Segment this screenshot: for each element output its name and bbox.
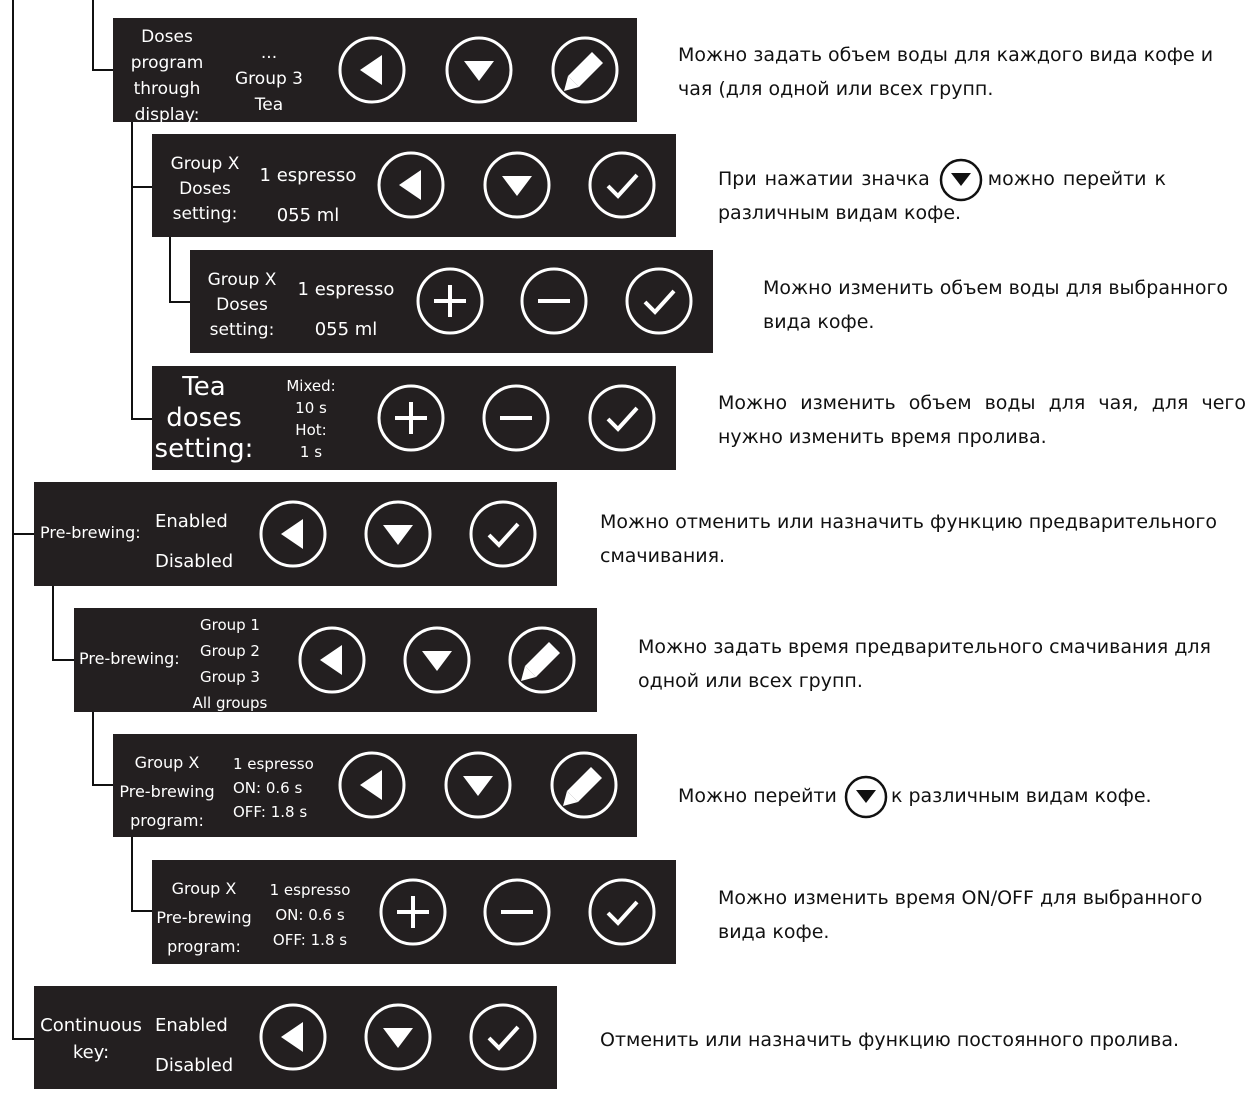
pencil-icon: [549, 750, 619, 820]
edit-button[interactable]: [507, 625, 577, 695]
tree-main-line: [12, 0, 14, 1040]
confirm-button[interactable]: [587, 877, 657, 947]
left-button[interactable]: [297, 625, 367, 695]
panel-label: Pre-brewing:: [40, 523, 141, 542]
desc-prebrewing-program: [678, 779, 1198, 813]
minus-icon: [481, 383, 551, 453]
triangle-left-icon: [258, 499, 328, 569]
panel-label-line: program:: [130, 811, 204, 830]
panel-values: [298, 270, 395, 350]
panel-label-line: Group X: [207, 270, 277, 290]
value-option: 1 espresso: [269, 881, 351, 899]
tree-branch-group-doses-edit: [169, 301, 190, 303]
triangle-down-icon: [843, 774, 889, 820]
triangle-down-icon: [482, 150, 552, 220]
triangle-left-icon: [337, 750, 407, 820]
minus-icon: [482, 877, 552, 947]
down-button[interactable]: [402, 625, 472, 695]
panel-label: [131, 24, 204, 128]
panel-label: [208, 268, 277, 343]
panel-label: Pre-brewing:: [79, 649, 180, 668]
tree-branch-doses: [92, 69, 113, 71]
tree-branch-prebrewing-program-edit: [131, 910, 152, 912]
tree-line-prebrewing-program-sub: [131, 837, 133, 912]
tree-branch-prebrewing-groups: [52, 659, 74, 661]
left-button[interactable]: [337, 750, 407, 820]
value-time: 10 s: [295, 399, 327, 417]
tree-line-group-doses-sub: [169, 237, 171, 303]
panel-label: [171, 152, 240, 227]
desc-text: Отменить или назначить функцию постоянного пролива.: [600, 1029, 1180, 1051]
value-option: Enabled: [155, 1015, 228, 1036]
left-button[interactable]: [376, 150, 446, 220]
panel-label-line: setting:: [172, 204, 238, 224]
desc-text: Можно перейти: [678, 785, 837, 807]
panel-label-line: display:: [134, 105, 200, 125]
panel-label-line: Doses: [216, 295, 268, 315]
panel-label-line: setting:: [154, 434, 254, 464]
desc-prebrewing-program-adjust: [718, 881, 1238, 949]
desc-prebrewing-enable: [600, 505, 1240, 573]
checkmark-icon: [468, 1002, 538, 1072]
panel-label-line: Group X: [171, 879, 237, 898]
continuous-key-panel: [34, 986, 557, 1089]
checkmark-icon: [468, 499, 538, 569]
panel-values: [270, 878, 351, 953]
panel-label-line: Pre-brewing: [119, 782, 215, 801]
tree-line-prebrewing-sub: [52, 586, 54, 661]
left-button[interactable]: [258, 499, 328, 569]
doses-program-panel: [113, 18, 637, 125]
panel-values: [155, 1006, 233, 1086]
triangle-down-icon: [363, 499, 433, 569]
triangle-down-icon: [443, 750, 513, 820]
tree-line-doses: [92, 0, 94, 70]
value-option: Disabled: [155, 551, 234, 572]
desc-text: можно перейти к различным видам кофе.: [718, 168, 1166, 224]
down-button[interactable]: [443, 750, 513, 820]
value-option: 1 espresso: [259, 165, 357, 186]
value-time: OFF: 1.8 s: [272, 931, 348, 949]
desc-prebrewing-groups: [638, 630, 1238, 698]
plus-icon: [415, 266, 485, 336]
group-doses-adjust-panel: [190, 250, 713, 353]
confirm-button[interactable]: [587, 383, 657, 453]
desc-group-doses-setting: [718, 162, 1166, 230]
value-option: Tea: [254, 95, 284, 115]
value-volume: 055 ml: [314, 319, 378, 340]
down-button[interactable]: [363, 499, 433, 569]
value-option: Group 3: [235, 69, 303, 89]
desc-text: Можно изменить объем воды для чая, для чего нужно изменить время пролива.: [718, 392, 1246, 448]
value-volume: 055 ml: [276, 205, 340, 226]
desc-text: Можно изменить объем воды для выбранного вида кофе.: [763, 277, 1229, 333]
value-label: Hot:: [295, 421, 327, 439]
tree-line-doses-sub: [131, 122, 133, 420]
group-doses-setting-panel: [152, 134, 676, 237]
confirm-button[interactable]: [624, 266, 694, 336]
desc-tea-doses-setting: [718, 386, 1246, 454]
value-time: OFF: 1.8 s: [233, 803, 308, 821]
panel-label-line: Group X: [134, 753, 200, 772]
panel-label-line: Doses: [141, 27, 193, 47]
panel-values: [235, 40, 303, 118]
triangle-down-icon: [444, 35, 514, 105]
plus-button[interactable]: [378, 877, 448, 947]
tree-branch-tea-doses: [131, 418, 152, 420]
tree-branch-prebrewing: [12, 533, 34, 535]
value-label: Mixed:: [286, 377, 336, 395]
down-button[interactable]: [363, 1002, 433, 1072]
minus-button[interactable]: [482, 877, 552, 947]
tree-branch-prebrewing-program: [92, 784, 113, 786]
value-ellipsis: ...: [260, 43, 278, 63]
triangle-left-icon: [297, 625, 367, 695]
minus-button[interactable]: [481, 383, 551, 453]
confirm-button[interactable]: [587, 150, 657, 220]
panel-label-line: Continuous: [40, 1015, 142, 1036]
tea-doses-setting-panel: [152, 366, 676, 470]
desc-text: Можно задать время предварительного смачивания для одной или всех групп.: [638, 636, 1211, 692]
panel-label-line: program: [130, 53, 204, 73]
panel-label-line: program:: [167, 937, 241, 956]
panel-values: [260, 156, 357, 236]
triangle-left-icon: [258, 1002, 328, 1072]
checkmark-icon: [587, 383, 657, 453]
edit-button[interactable]: [549, 750, 619, 820]
value-option: Group 2: [200, 642, 260, 660]
value-time: ON: 0.6 s: [233, 779, 303, 797]
desc-text: При нажатии значка: [718, 168, 930, 190]
triangle-left-icon: [376, 150, 446, 220]
triangle-down-icon: [402, 625, 472, 695]
desc-text: к различным видам кофе.: [890, 785, 1152, 807]
panel-values: [193, 612, 268, 716]
panel-label-line: key:: [72, 1042, 110, 1063]
panel-label: [155, 372, 254, 465]
desc-doses-program: [678, 38, 1233, 106]
plus-icon: [378, 877, 448, 947]
pencil-icon: [507, 625, 577, 695]
edit-button[interactable]: [550, 35, 620, 105]
minus-button[interactable]: [519, 266, 589, 336]
confirm-button[interactable]: [468, 499, 538, 569]
prebrewing-groups-panel: [74, 608, 597, 712]
value-option: Disabled: [155, 1055, 234, 1076]
panel-label: [119, 748, 214, 835]
triangle-down-icon: [938, 157, 984, 203]
checkmark-icon: [587, 150, 657, 220]
checkmark-icon: [624, 266, 694, 336]
left-button[interactable]: [337, 35, 407, 105]
plus-button[interactable]: [376, 383, 446, 453]
desc-text: Можно изменить время ON/OFF для выбранного вида кофе.: [718, 887, 1203, 943]
prebrewing-program-panel: [113, 734, 637, 837]
prebrewing-enable-panel: [34, 482, 557, 586]
value-time: ON: 0.6 s: [275, 906, 345, 924]
pencil-icon: [550, 35, 620, 105]
panel-label: [40, 1012, 142, 1066]
tree-branch-group-doses: [131, 186, 152, 188]
panel-label-line: through: [133, 79, 201, 99]
minus-icon: [519, 266, 589, 336]
value-option: Enabled: [155, 511, 228, 532]
panel-label-line: Pre-brewing: [156, 908, 252, 927]
panel-label-line: Doses: [179, 179, 231, 199]
panel-values: [286, 375, 335, 463]
left-button[interactable]: [258, 1002, 328, 1072]
value-option: Group 3: [200, 668, 260, 686]
value-option: 1 espresso: [233, 755, 314, 773]
value-time: 1 s: [299, 443, 323, 461]
triangle-down-icon: [363, 1002, 433, 1072]
value-option: 1 espresso: [297, 279, 395, 300]
desc-text: Можно отменить или назначить функцию предварительного смачивания.: [600, 511, 1218, 567]
confirm-button[interactable]: [468, 1002, 538, 1072]
value-option: Group 1: [200, 616, 260, 634]
desc-group-doses-adjust: [763, 271, 1243, 339]
plus-icon: [376, 383, 446, 453]
down-button[interactable]: [482, 150, 552, 220]
value-option: All groups: [192, 694, 268, 712]
down-button[interactable]: [444, 35, 514, 105]
prebrewing-program-adjust-panel: [152, 860, 676, 964]
panel-label-line: setting:: [209, 320, 275, 340]
panel-label-line: Tea: [182, 372, 226, 402]
plus-button[interactable]: [415, 266, 485, 336]
panel-label: [156, 874, 251, 961]
panel-label-line: Group X: [170, 154, 240, 174]
tree-line-prebrewing-groups-sub: [92, 712, 94, 786]
tree-branch-continuous: [12, 1038, 34, 1040]
panel-values: [155, 502, 233, 582]
checkmark-icon: [587, 877, 657, 947]
desc-text: Можно задать объем воды для каждого вида кофе и чая (для одной или всех групп.: [678, 44, 1214, 100]
panel-label-line: doses: [166, 403, 242, 433]
panel-values: [233, 752, 314, 824]
desc-continuous-key: [600, 1023, 1220, 1057]
triangle-left-icon: [337, 35, 407, 105]
